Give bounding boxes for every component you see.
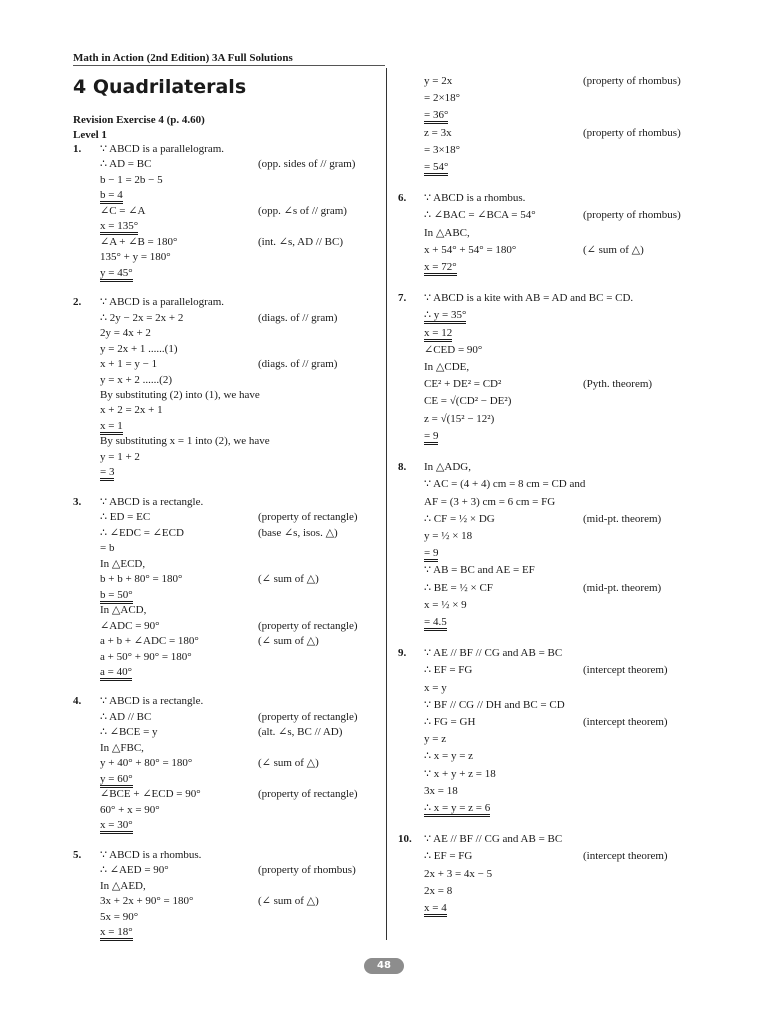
solution-line: ∵ AC = (4 + 4) cm = 8 cm = CD and <box>424 478 586 491</box>
question-number: 10. <box>398 833 412 846</box>
solution-reason: (property of rectangle) <box>258 619 358 632</box>
solution-line: = b <box>100 542 115 555</box>
answer-underlined: = 9 <box>424 547 438 562</box>
answer-underlined: x = 72° <box>424 261 457 276</box>
solution-line <box>100 220 138 233</box>
solution-line <box>424 616 447 629</box>
solution-line: AF = (3 + 3) cm = 6 cm = FG <box>424 495 556 508</box>
solution-line: 2x = 8 <box>424 884 453 897</box>
solution-line: ∵ ABCD is a rhombus. <box>424 192 526 205</box>
solution-line: a + b + ∠ADC = 180° <box>100 635 199 648</box>
solution-reason: (property of rectangle) <box>258 710 358 723</box>
solution-line: 3x + 2x + 90° = 180° <box>100 895 194 908</box>
solution-line: In △ABC, <box>424 226 470 239</box>
solution-line: ∴ FG = GH <box>424 715 476 728</box>
column-divider <box>386 68 387 940</box>
solution-line: ∴ EF = FG <box>424 664 473 677</box>
question-number: 2. <box>73 296 82 309</box>
page-header-title: Math in Action (2nd Edition) 3A Full Solutions <box>73 52 293 64</box>
solution-line: ∴ BE = ½ × CF <box>424 581 493 594</box>
solution-line: By substituting (2) into (1), we have <box>100 389 260 402</box>
solution-line <box>100 926 133 939</box>
solution-reason: (property of rectangle) <box>258 511 358 524</box>
solution-line <box>424 309 466 322</box>
answer-underlined: = 54° <box>424 161 448 176</box>
solution-line: x + 1 = y − 1 <box>100 358 158 371</box>
solution-line: ∴ ∠AED = 90° <box>100 864 169 877</box>
solution-line: ∴ ∠EDC = ∠ECD <box>100 526 184 539</box>
solution-line: ∵ AE // BF // CG and AB = BC <box>424 833 563 846</box>
solution-reason: (intercept theorem) <box>583 850 668 863</box>
solution-line: ∴ CF = ½ × DG <box>424 512 495 525</box>
solution-reason: (property of rhombus) <box>583 209 681 222</box>
solution-reason: (opp. sides of // gram) <box>258 158 356 171</box>
solution-line <box>100 666 132 679</box>
solution-line: By substituting x = 1 into (2), we have <box>100 435 270 448</box>
solution-line: ∵ AE // BF // CG and AB = BC <box>424 647 563 660</box>
solution-line: ∵ ABCD is a parallelogram. <box>100 143 225 155</box>
solution-line <box>100 819 133 832</box>
solution-reason: (property of rhombus) <box>583 75 681 87</box>
solution-line: ∴ ED = EC <box>100 511 151 524</box>
answer-underlined: = 4.5 <box>424 616 447 631</box>
solution-line <box>424 261 457 274</box>
solution-reason: (∠ sum of △) <box>583 243 644 256</box>
solution-line: In △FBC, <box>100 741 144 754</box>
solution-line <box>100 267 133 280</box>
solution-line <box>100 773 133 786</box>
solution-line: ∠A + ∠B = 180° <box>100 235 178 248</box>
answer-underlined: x = 12 <box>424 327 452 342</box>
solution-reason: (intercept theorem) <box>583 715 668 728</box>
solution-line: ∴ ∠BAC = ∠BCA = 54° <box>424 209 536 222</box>
solution-reason: (mid-pt. theorem) <box>583 512 662 525</box>
answer-underlined: = 9 <box>424 430 438 445</box>
solution-line: 135° + y = 180° <box>100 251 171 264</box>
solution-line: ∵ BF // CG // DH and BC = CD <box>424 698 565 711</box>
solution-line: y = 1 + 2 <box>100 450 140 463</box>
solution-line <box>100 189 123 202</box>
solution-reason: (property of rhombus) <box>258 864 356 877</box>
solution-line: z = √(15² − 12²) <box>424 412 495 425</box>
solution-reason: (∠ sum of △) <box>258 635 319 648</box>
answer-underlined: b = 50° <box>100 589 133 604</box>
chapter-title: 4 Quadrilaterals <box>73 76 247 98</box>
answer-underlined: y = 45° <box>100 267 133 282</box>
solution-reason: (property of rectangle) <box>258 788 358 801</box>
solution-line: y = ½ × 18 <box>424 529 473 542</box>
solution-line: a + 50° + 90° = 180° <box>100 650 192 663</box>
solution-line: ∵ AB = BC and AE = EF <box>424 564 535 577</box>
solution-reason: (alt. ∠s, BC // AD) <box>258 726 343 739</box>
solution-reason: (∠ sum of △) <box>258 757 319 770</box>
solution-reason: (∠ sum of △) <box>258 895 319 908</box>
solution-line: 5x = 90° <box>100 910 139 923</box>
solution-line: x + 2 = 2x + 1 <box>100 404 163 417</box>
solution-line: x = y <box>424 681 447 694</box>
solution-line: In △ACD, <box>100 604 147 617</box>
solution-line: CE = √(CD² − DE²) <box>424 395 512 408</box>
solution-line: 60° + x = 90° <box>100 803 160 816</box>
answer-underlined: = 3 <box>100 466 114 481</box>
solution-line: y = 2x + 1 ......(1) <box>100 342 178 355</box>
question-number: 9. <box>398 647 407 660</box>
solution-line: y = 2x <box>424 75 453 87</box>
answer-underlined: ∴ y = 35° <box>424 309 466 324</box>
solution-line: CE² + DE² = CD² <box>424 378 502 391</box>
solution-line: ∵ ABCD is a kite with AB = AD and BC = CD. <box>424 292 634 305</box>
solution-line: ∵ ABCD is a parallelogram. <box>100 296 225 309</box>
solution-line: = 3×18° <box>424 143 461 156</box>
solution-line: y + 40° + 80° = 180° <box>100 757 193 770</box>
answer-underlined: x = 4 <box>424 902 447 917</box>
solution-reason: (diags. of // gram) <box>258 311 338 324</box>
solution-line <box>100 466 114 479</box>
solution-line: In △ECD, <box>100 557 146 570</box>
solution-line: b + b + 80° = 180° <box>100 573 183 586</box>
solution-line <box>100 589 133 602</box>
answer-underlined: y = 60° <box>100 773 133 788</box>
answer-underlined: x = 1 <box>100 420 123 435</box>
solution-line: z = 3x <box>424 126 452 139</box>
solution-line: 3x = 18 <box>424 784 458 797</box>
page-number-badge: 48 <box>364 958 404 974</box>
solution-line: In △CDE, <box>424 361 470 374</box>
question-number: 5. <box>73 848 82 861</box>
solution-line: ∠ADC = 90° <box>100 619 160 632</box>
section-title: Revision Exercise 4 (p. 4.60) <box>73 114 205 126</box>
answer-underlined: x = 30° <box>100 819 133 834</box>
solution-line: y = x + 2 ......(2) <box>100 373 172 386</box>
header-rule <box>73 65 385 66</box>
answer-underlined: a = 40° <box>100 666 132 681</box>
question-number: 3. <box>73 495 82 508</box>
solution-line: ∴ AD // BC <box>100 710 152 723</box>
solution-reason: (∠ sum of △) <box>258 573 319 586</box>
solution-line: ∴ AD = BC <box>100 158 152 171</box>
solution-line: In △AED, <box>100 879 146 892</box>
solution-line: ∠C = ∠A <box>100 204 146 217</box>
solution-reason: (base ∠s, isos. △) <box>258 526 338 539</box>
answer-underlined: x = 18° <box>100 926 133 941</box>
answer-underlined: ∴ x = y = z = 6 <box>424 802 490 817</box>
solution-reason: (intercept theorem) <box>583 664 668 677</box>
solution-line <box>100 420 123 433</box>
solution-reason: (opp. ∠s of // gram) <box>258 204 347 217</box>
solution-line <box>424 161 448 174</box>
solution-line: ∴ x = y = z <box>424 750 474 763</box>
solution-line: ∠BCE + ∠ECD = 90° <box>100 788 201 801</box>
question-number: 7. <box>398 292 407 305</box>
solution-line: ∵ x + y + z = 18 <box>424 767 496 780</box>
question-number: 8. <box>398 461 407 474</box>
solution-reason: (int. ∠s, AD // BC) <box>258 235 344 248</box>
solution-line: 2x + 3 = 4x − 5 <box>424 867 493 880</box>
solution-line: ∴ ∠BCE = y <box>100 726 158 739</box>
solution-line: 2y = 4x + 2 <box>100 327 151 340</box>
solution-line: y = z <box>424 733 447 746</box>
solution-reason: (diags. of // gram) <box>258 358 338 371</box>
solution-line: ∴ 2y − 2x = 2x + 2 <box>100 311 184 324</box>
solution-line <box>424 802 490 815</box>
answer-underlined: = 36° <box>424 109 448 124</box>
solution-line: ∵ ABCD is a rectangle. <box>100 495 204 508</box>
solution-reason: (property of rhombus) <box>583 126 681 139</box>
solution-line: In △ADG, <box>424 461 471 474</box>
solution-line: = 2×18° <box>424 92 461 105</box>
solution-line <box>424 547 438 560</box>
solution-line: b − 1 = 2b − 5 <box>100 173 163 186</box>
solution-line <box>424 109 448 122</box>
solution-line: ∴ EF = FG <box>424 850 473 863</box>
answer-underlined: b = 4 <box>100 189 123 204</box>
solution-reason: (mid-pt. theorem) <box>583 581 662 594</box>
solution-line: ∠CED = 90° <box>424 343 483 356</box>
solution-line: x = ½ × 9 <box>424 598 467 611</box>
solution-line <box>424 902 447 915</box>
level-title: Level 1 <box>73 129 107 141</box>
question-number: 4. <box>73 695 82 708</box>
solution-line <box>424 430 438 443</box>
solution-line <box>424 327 452 340</box>
solution-line: ∵ ABCD is a rhombus. <box>100 848 202 861</box>
solution-line: x + 54° + 54° = 180° <box>424 243 517 256</box>
question-number: 1. <box>73 143 82 155</box>
answer-underlined: x = 135° <box>100 220 138 235</box>
solution-reason: (Pyth. theorem) <box>583 378 653 391</box>
question-number: 6. <box>398 192 407 205</box>
solution-line: ∵ ABCD is a rectangle. <box>100 695 204 708</box>
